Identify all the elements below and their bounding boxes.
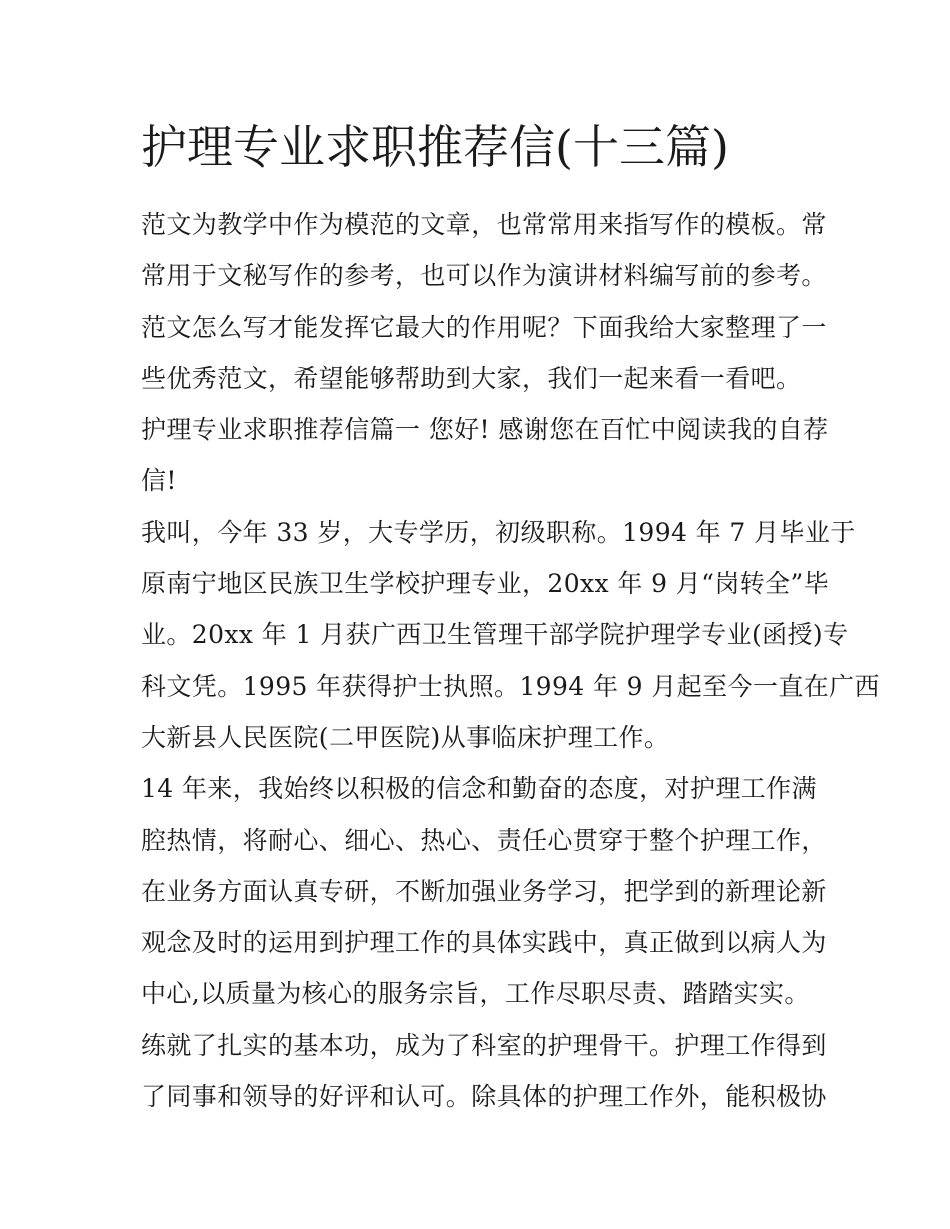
- body-line: 大新县人民医院(二甲医院)从事临床护理工作。: [141, 722, 670, 752]
- body-line: 观念及时的运用到护理工作的具体实践中，真正做到以病人为: [141, 928, 827, 958]
- document-title: 护理专业求职推荐信(十三篇): [141, 120, 729, 174]
- body-line: 范文怎么写才能发挥它最大的作用呢？下面我给大家整理了一: [141, 312, 827, 342]
- body-line: 中心,以质量为核心的服务宗旨，工作尽职尽责、踏踏实实。: [141, 979, 810, 1009]
- body-line: 业。20xx 年 1 月获广西卫生管理干部学院护理学专业(函授)专: [141, 620, 849, 650]
- body-line: 些优秀范文，希望能够帮助到大家，我们一起来看一看吧。: [141, 363, 802, 393]
- body-line: 我叫，今年 33 岁，大专学历，初级职称。1994 年 7 月毕业于: [141, 517, 856, 547]
- body-line: 范文为教学中作为模范的文章，也常常用来指写作的模板。常: [141, 210, 827, 239]
- body-line: 在业务方面认真专研，不断加强业务学习，把学到的新理论新: [141, 876, 827, 906]
- body-line: 14 年来，我始终以积极的信念和勤奋的态度，对护理工作满: [141, 774, 817, 804]
- body-line: 腔热情，将耐心、细心、热心、责任心贯穿于整个护理工作，: [141, 825, 827, 855]
- body-line: 科文凭。1995 年获得护士执照。1994 年 9 月起至今一直在广西: [141, 671, 880, 701]
- body-line: 护理专业求职推荐信篇一 您好! 感谢您在百忙中阅读我的自荐: [141, 415, 829, 445]
- body-line: 原南宁地区民族卫生学校护理专业，20xx 年 9 月“岗转全”毕: [141, 569, 830, 599]
- document-body: [141, 199, 880, 1122]
- body-line: 练就了扎实的基本功，成为了科室的护理骨干。护理工作得到: [141, 1030, 827, 1060]
- body-line: 信!: [141, 466, 177, 496]
- body-line: 常用于文秘写作的参考，也可以作为演讲材料编写前的参考。: [141, 261, 827, 291]
- body-line: 了同事和领导的好评和认可。除具体的护理工作外，能积极协: [141, 1082, 827, 1112]
